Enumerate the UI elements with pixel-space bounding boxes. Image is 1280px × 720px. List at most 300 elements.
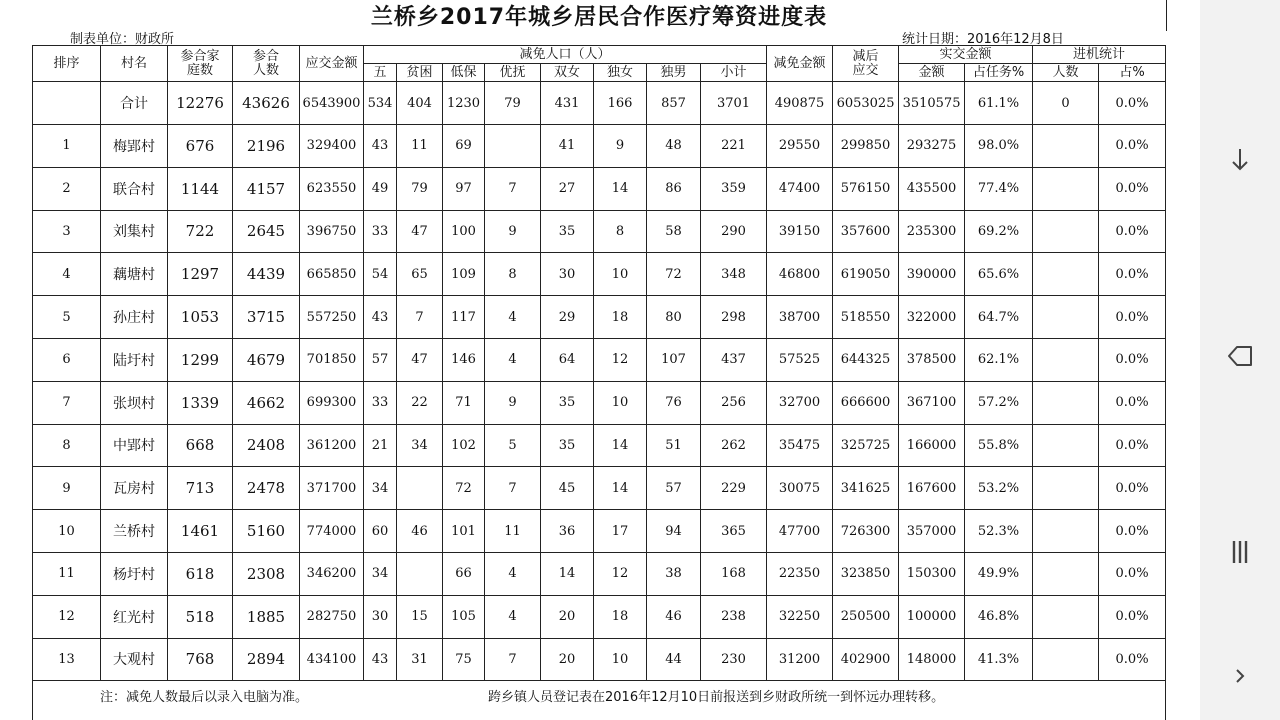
due-cell: 6543900	[300, 82, 364, 125]
device-pct-cell: 0.0%	[1099, 125, 1166, 168]
after-exempt-cell: 325725	[833, 424, 899, 467]
exempt-cell: 94	[647, 510, 701, 553]
persons-cell: 4157	[233, 167, 300, 210]
exempt-cell: 76	[647, 381, 701, 424]
exempt-cell: 31	[397, 638, 443, 681]
households-cell: 12276	[168, 82, 233, 125]
rank-cell: 1	[33, 125, 101, 168]
exempt-cell: 43	[364, 638, 397, 681]
after-exempt-cell: 6053025	[833, 82, 899, 125]
exempt-cell: 4	[485, 338, 541, 381]
exempt-cell: 46	[647, 595, 701, 638]
device-pct-cell: 0.0%	[1099, 552, 1166, 595]
date-label: 统计日期：2016年12月8日	[902, 32, 1064, 47]
exempt-cell: 69	[443, 125, 485, 168]
due-cell: 282750	[300, 595, 364, 638]
exempt-cell: 47	[397, 338, 443, 381]
households-cell: 1144	[168, 167, 233, 210]
device-persons-cell	[1033, 552, 1099, 595]
exempt-cell: 36	[541, 510, 594, 553]
village-cell: 杨圩村	[101, 552, 168, 595]
exempt-cell: 7	[397, 296, 443, 339]
exempt-cell: 431	[541, 82, 594, 125]
header-households	[168, 46, 233, 82]
paid-cell: 293275	[899, 125, 965, 168]
rank-cell: 9	[33, 467, 101, 510]
paid-pct-cell: 69.2%	[965, 210, 1033, 253]
exempt-amount-cell: 29550	[767, 125, 833, 168]
paid-cell: 390000	[899, 253, 965, 296]
exempt-cell: 86	[647, 167, 701, 210]
exempt-cell: 365	[701, 510, 767, 553]
persons-cell: 2196	[233, 125, 300, 168]
device-persons-cell	[1033, 467, 1099, 510]
exempt-cell: 3701	[701, 82, 767, 125]
header-after-exempt-text: 减后应交	[852, 48, 879, 78]
rank-cell	[33, 82, 101, 125]
households-cell: 1299	[168, 338, 233, 381]
exempt-cell: 229	[701, 467, 767, 510]
persons-cell: 4439	[233, 253, 300, 296]
unit-label: 制表单位：财政所	[70, 32, 175, 47]
exempt-cell: 38	[647, 552, 701, 595]
exempt-cell: 14	[594, 467, 647, 510]
village-cell: 联合村	[101, 167, 168, 210]
device-persons-cell	[1033, 210, 1099, 253]
footer-transfer: 跨乡镇人员登记表在2016年12月10日前报送到乡财政所统一到怀远办理转移。	[488, 690, 945, 705]
exempt-cell: 109	[443, 253, 485, 296]
exempt-cell: 22	[397, 381, 443, 424]
due-cell: 699300	[300, 381, 364, 424]
device-persons-cell	[1033, 253, 1099, 296]
exempt-amount-cell: 30075	[767, 467, 833, 510]
exempt-cell: 4	[485, 552, 541, 595]
due-cell: 434100	[300, 638, 364, 681]
exempt-cell: 34	[397, 424, 443, 467]
exempt-cell: 47	[397, 210, 443, 253]
persons-cell: 1885	[233, 595, 300, 638]
after-exempt-cell: 518550	[833, 296, 899, 339]
exempt-cell: 7	[485, 638, 541, 681]
table-row	[33, 424, 1166, 467]
header-paid-group: 实交金额	[899, 46, 1033, 64]
header-exempt-col: 独女	[594, 64, 647, 82]
device-persons-cell	[1033, 338, 1099, 381]
exempt-cell: 27	[541, 167, 594, 210]
header-persons	[233, 46, 300, 82]
exempt-amount-cell: 46800	[767, 253, 833, 296]
village-cell: 陆圩村	[101, 338, 168, 381]
swipe-down-arrow-icon[interactable]	[1220, 138, 1260, 182]
paid-pct-cell: 52.3%	[965, 510, 1033, 553]
device-persons-cell	[1033, 167, 1099, 210]
exempt-cell: 33	[364, 381, 397, 424]
meta-row	[32, 31, 1166, 45]
exempt-cell: 4	[485, 296, 541, 339]
table-row	[33, 253, 1166, 296]
exempt-cell: 14	[594, 424, 647, 467]
header-paid-col: 金额	[899, 64, 965, 82]
exempt-cell	[485, 125, 541, 168]
rank-cell: 10	[33, 510, 101, 553]
paid-pct-cell: 46.8%	[965, 595, 1033, 638]
exempt-cell: 359	[701, 167, 767, 210]
after-exempt-cell: 666600	[833, 381, 899, 424]
device-pct-cell: 0.0%	[1099, 424, 1166, 467]
village-cell: 红光村	[101, 595, 168, 638]
paid-pct-cell: 53.2%	[965, 467, 1033, 510]
due-cell: 396750	[300, 210, 364, 253]
village-cell: 瓦房村	[101, 467, 168, 510]
exempt-cell: 49	[364, 167, 397, 210]
exempt-cell: 97	[443, 167, 485, 210]
paid-cell: 235300	[899, 210, 965, 253]
table-row	[33, 210, 1166, 253]
exempt-cell: 54	[364, 253, 397, 296]
device-persons-cell	[1033, 125, 1099, 168]
header-due: 应交金额	[300, 46, 364, 82]
table-row	[33, 125, 1166, 168]
table-row	[33, 552, 1166, 595]
header-exempt-col: 优抚	[485, 64, 541, 82]
households-cell: 1053	[168, 296, 233, 339]
exempt-cell: 30	[364, 595, 397, 638]
exempt-cell: 9	[485, 381, 541, 424]
recent-apps-icon[interactable]	[1220, 530, 1260, 574]
exempt-cell: 80	[647, 296, 701, 339]
exempt-cell: 65	[397, 253, 443, 296]
exempt-cell: 348	[701, 253, 767, 296]
navigation-bar	[1200, 0, 1280, 720]
header-exempt-amount: 减免金额	[767, 46, 833, 82]
exempt-amount-cell: 32700	[767, 381, 833, 424]
exempt-cell: 534	[364, 82, 397, 125]
total-row	[33, 82, 1166, 125]
exempt-cell: 51	[647, 424, 701, 467]
households-cell: 668	[168, 424, 233, 467]
exempt-cell: 64	[541, 338, 594, 381]
device-pct-cell: 0.0%	[1099, 638, 1166, 681]
rank-cell: 2	[33, 167, 101, 210]
device-persons-cell	[1033, 296, 1099, 339]
after-exempt-cell: 250500	[833, 595, 899, 638]
header-village: 村名	[101, 46, 168, 82]
village-cell: 合计	[101, 82, 168, 125]
persons-cell: 4679	[233, 338, 300, 381]
exempt-cell: 12	[594, 552, 647, 595]
paid-cell: 322000	[899, 296, 965, 339]
device-persons-cell	[1033, 595, 1099, 638]
device-persons-cell	[1033, 510, 1099, 553]
exempt-cell: 146	[443, 338, 485, 381]
exempt-cell: 5	[485, 424, 541, 467]
rank-cell: 5	[33, 296, 101, 339]
households-cell: 1461	[168, 510, 233, 553]
exempt-cell: 238	[701, 595, 767, 638]
table-row	[33, 467, 1166, 510]
exempt-cell: 10	[594, 381, 647, 424]
rank-cell: 8	[33, 424, 101, 467]
exempt-cell: 102	[443, 424, 485, 467]
paid-cell: 435500	[899, 167, 965, 210]
exempt-cell: 8	[485, 253, 541, 296]
exempt-cell: 79	[397, 167, 443, 210]
persons-cell: 2645	[233, 210, 300, 253]
exempt-amount-cell: 31200	[767, 638, 833, 681]
paid-cell: 148000	[899, 638, 965, 681]
rank-cell: 7	[33, 381, 101, 424]
exempt-cell: 117	[443, 296, 485, 339]
exempt-cell: 43	[364, 296, 397, 339]
exempt-cell: 35	[541, 381, 594, 424]
due-cell: 701850	[300, 338, 364, 381]
village-cell: 刘集村	[101, 210, 168, 253]
table-row	[33, 595, 1166, 638]
exempt-amount-cell: 38700	[767, 296, 833, 339]
header-persons-text: 参合人数	[252, 48, 279, 78]
paid-cell: 166000	[899, 424, 965, 467]
exempt-cell: 230	[701, 638, 767, 681]
exempt-cell: 21	[364, 424, 397, 467]
after-exempt-cell: 576150	[833, 167, 899, 210]
exempt-cell: 101	[443, 510, 485, 553]
exempt-cell: 57	[647, 467, 701, 510]
device-pct-cell: 0.0%	[1099, 210, 1166, 253]
paid-pct-cell: 57.2%	[965, 381, 1033, 424]
paid-cell: 100000	[899, 595, 965, 638]
due-cell: 329400	[300, 125, 364, 168]
progress-table	[32, 45, 1166, 681]
exempt-cell: 29	[541, 296, 594, 339]
back-icon[interactable]	[1220, 334, 1260, 378]
exempt-cell: 9	[485, 210, 541, 253]
persons-cell: 4662	[233, 381, 300, 424]
device-pct-cell: 0.0%	[1099, 381, 1166, 424]
chevron-right-icon[interactable]	[1220, 654, 1260, 698]
device-pct-cell: 0.0%	[1099, 296, 1166, 339]
exempt-cell: 298	[701, 296, 767, 339]
households-cell: 722	[168, 210, 233, 253]
paid-pct-cell: 77.4%	[965, 167, 1033, 210]
exempt-cell: 34	[364, 467, 397, 510]
households-cell: 1339	[168, 381, 233, 424]
exempt-cell	[397, 467, 443, 510]
exempt-cell: 404	[397, 82, 443, 125]
after-exempt-cell: 619050	[833, 253, 899, 296]
exempt-cell: 20	[541, 595, 594, 638]
device-pct-cell: 0.0%	[1099, 595, 1166, 638]
exempt-cell: 79	[485, 82, 541, 125]
rank-cell: 4	[33, 253, 101, 296]
persons-cell: 2478	[233, 467, 300, 510]
header-after-exempt	[833, 46, 899, 82]
exempt-cell: 11	[397, 125, 443, 168]
exempt-amount-cell: 35475	[767, 424, 833, 467]
exempt-cell: 17	[594, 510, 647, 553]
paid-cell: 357000	[899, 510, 965, 553]
after-exempt-cell: 299850	[833, 125, 899, 168]
paid-pct-cell: 61.1%	[965, 82, 1033, 125]
paid-cell: 367100	[899, 381, 965, 424]
persons-cell: 43626	[233, 82, 300, 125]
due-cell: 557250	[300, 296, 364, 339]
paid-pct-cell: 62.1%	[965, 338, 1033, 381]
exempt-cell: 857	[647, 82, 701, 125]
device-persons-cell	[1033, 381, 1099, 424]
exempt-cell: 14	[541, 552, 594, 595]
exempt-cell: 107	[647, 338, 701, 381]
village-cell: 兰桥村	[101, 510, 168, 553]
table-row	[33, 167, 1166, 210]
exempt-cell: 105	[443, 595, 485, 638]
header-paid-col: 占任务%	[965, 64, 1033, 82]
due-cell: 665850	[300, 253, 364, 296]
footer-note: 注：减免人数最后以录入电脑为准。	[100, 690, 309, 705]
device-persons-cell: 0	[1033, 82, 1099, 125]
rank-cell: 3	[33, 210, 101, 253]
paid-pct-cell: 65.6%	[965, 253, 1033, 296]
exempt-cell: 11	[485, 510, 541, 553]
rank-cell: 11	[33, 552, 101, 595]
households-cell: 713	[168, 467, 233, 510]
after-exempt-cell: 323850	[833, 552, 899, 595]
village-cell: 中郢村	[101, 424, 168, 467]
village-cell: 孙庄村	[101, 296, 168, 339]
after-exempt-cell: 402900	[833, 638, 899, 681]
header-exempt-col: 独男	[647, 64, 701, 82]
exempt-cell: 14	[594, 167, 647, 210]
village-cell: 梅郢村	[101, 125, 168, 168]
exempt-amount-cell: 22350	[767, 552, 833, 595]
exempt-cell: 221	[701, 125, 767, 168]
persons-cell: 5160	[233, 510, 300, 553]
after-exempt-cell: 644325	[833, 338, 899, 381]
table-row	[33, 510, 1166, 553]
paid-cell: 3510575	[899, 82, 965, 125]
due-cell: 774000	[300, 510, 364, 553]
exempt-cell: 12	[594, 338, 647, 381]
due-cell: 346200	[300, 552, 364, 595]
exempt-amount-cell: 490875	[767, 82, 833, 125]
persons-cell: 3715	[233, 296, 300, 339]
paid-pct-cell: 49.9%	[965, 552, 1033, 595]
exempt-cell: 41	[541, 125, 594, 168]
header-households-text: 参合家庭数	[180, 48, 220, 78]
exempt-cell: 18	[594, 296, 647, 339]
households-cell: 618	[168, 552, 233, 595]
exempt-cell: 20	[541, 638, 594, 681]
header-exempt-col: 贫困	[397, 64, 443, 82]
table-row	[33, 338, 1166, 381]
persons-cell: 2408	[233, 424, 300, 467]
device-persons-cell	[1033, 638, 1099, 681]
exempt-cell: 1230	[443, 82, 485, 125]
exempt-cell: 262	[701, 424, 767, 467]
header-device-col: 人数	[1033, 64, 1099, 82]
exempt-cell	[397, 552, 443, 595]
exempt-amount-cell: 39150	[767, 210, 833, 253]
paid-pct-cell: 64.7%	[965, 296, 1033, 339]
exempt-cell: 57	[364, 338, 397, 381]
paid-cell: 150300	[899, 552, 965, 595]
table-row	[33, 296, 1166, 339]
header-device-col: 占%	[1099, 64, 1166, 82]
exempt-cell: 9	[594, 125, 647, 168]
exempt-cell: 18	[594, 595, 647, 638]
paid-pct-cell: 41.3%	[965, 638, 1033, 681]
village-cell: 大观村	[101, 638, 168, 681]
device-pct-cell: 0.0%	[1099, 467, 1166, 510]
device-pct-cell: 0.0%	[1099, 338, 1166, 381]
exempt-cell: 10	[594, 638, 647, 681]
due-cell: 623550	[300, 167, 364, 210]
exempt-amount-cell: 57525	[767, 338, 833, 381]
header-exempt-col: 小计	[701, 64, 767, 82]
households-cell: 1297	[168, 253, 233, 296]
exempt-cell: 168	[701, 552, 767, 595]
exempt-cell: 58	[647, 210, 701, 253]
exempt-cell: 75	[443, 638, 485, 681]
table-row	[33, 381, 1166, 424]
exempt-cell: 66	[443, 552, 485, 595]
exempt-cell: 256	[701, 381, 767, 424]
exempt-cell: 7	[485, 167, 541, 210]
rank-cell: 13	[33, 638, 101, 681]
exempt-cell: 290	[701, 210, 767, 253]
exempt-cell: 34	[364, 552, 397, 595]
exempt-cell: 15	[397, 595, 443, 638]
persons-cell: 2308	[233, 552, 300, 595]
exempt-cell: 46	[397, 510, 443, 553]
exempt-cell: 35	[541, 424, 594, 467]
after-exempt-cell: 357600	[833, 210, 899, 253]
device-pct-cell: 0.0%	[1099, 82, 1166, 125]
exempt-cell: 60	[364, 510, 397, 553]
persons-cell: 2894	[233, 638, 300, 681]
exempt-cell: 44	[647, 638, 701, 681]
device-pct-cell: 0.0%	[1099, 253, 1166, 296]
header-device-group: 进机统计	[1033, 46, 1166, 64]
header-exempt-group: 减免人口（人）	[364, 46, 767, 64]
exempt-cell: 7	[485, 467, 541, 510]
exempt-cell: 72	[443, 467, 485, 510]
exempt-cell: 43	[364, 125, 397, 168]
households-cell: 518	[168, 595, 233, 638]
exempt-cell: 8	[594, 210, 647, 253]
exempt-cell: 10	[594, 253, 647, 296]
after-exempt-cell: 341625	[833, 467, 899, 510]
exempt-cell: 4	[485, 595, 541, 638]
header-exempt-col: 五	[364, 64, 397, 82]
paid-cell: 378500	[899, 338, 965, 381]
exempt-cell: 45	[541, 467, 594, 510]
rank-cell: 12	[33, 595, 101, 638]
due-cell: 361200	[300, 424, 364, 467]
village-cell: 藕塘村	[101, 253, 168, 296]
households-cell: 676	[168, 125, 233, 168]
due-cell: 371700	[300, 467, 364, 510]
exempt-amount-cell: 47400	[767, 167, 833, 210]
header-rank: 排序	[33, 46, 101, 82]
rank-cell: 6	[33, 338, 101, 381]
exempt-cell: 71	[443, 381, 485, 424]
exempt-cell: 100	[443, 210, 485, 253]
table-row	[33, 638, 1166, 681]
exempt-cell: 437	[701, 338, 767, 381]
exempt-amount-cell: 47700	[767, 510, 833, 553]
after-exempt-cell: 726300	[833, 510, 899, 553]
exempt-cell: 33	[364, 210, 397, 253]
